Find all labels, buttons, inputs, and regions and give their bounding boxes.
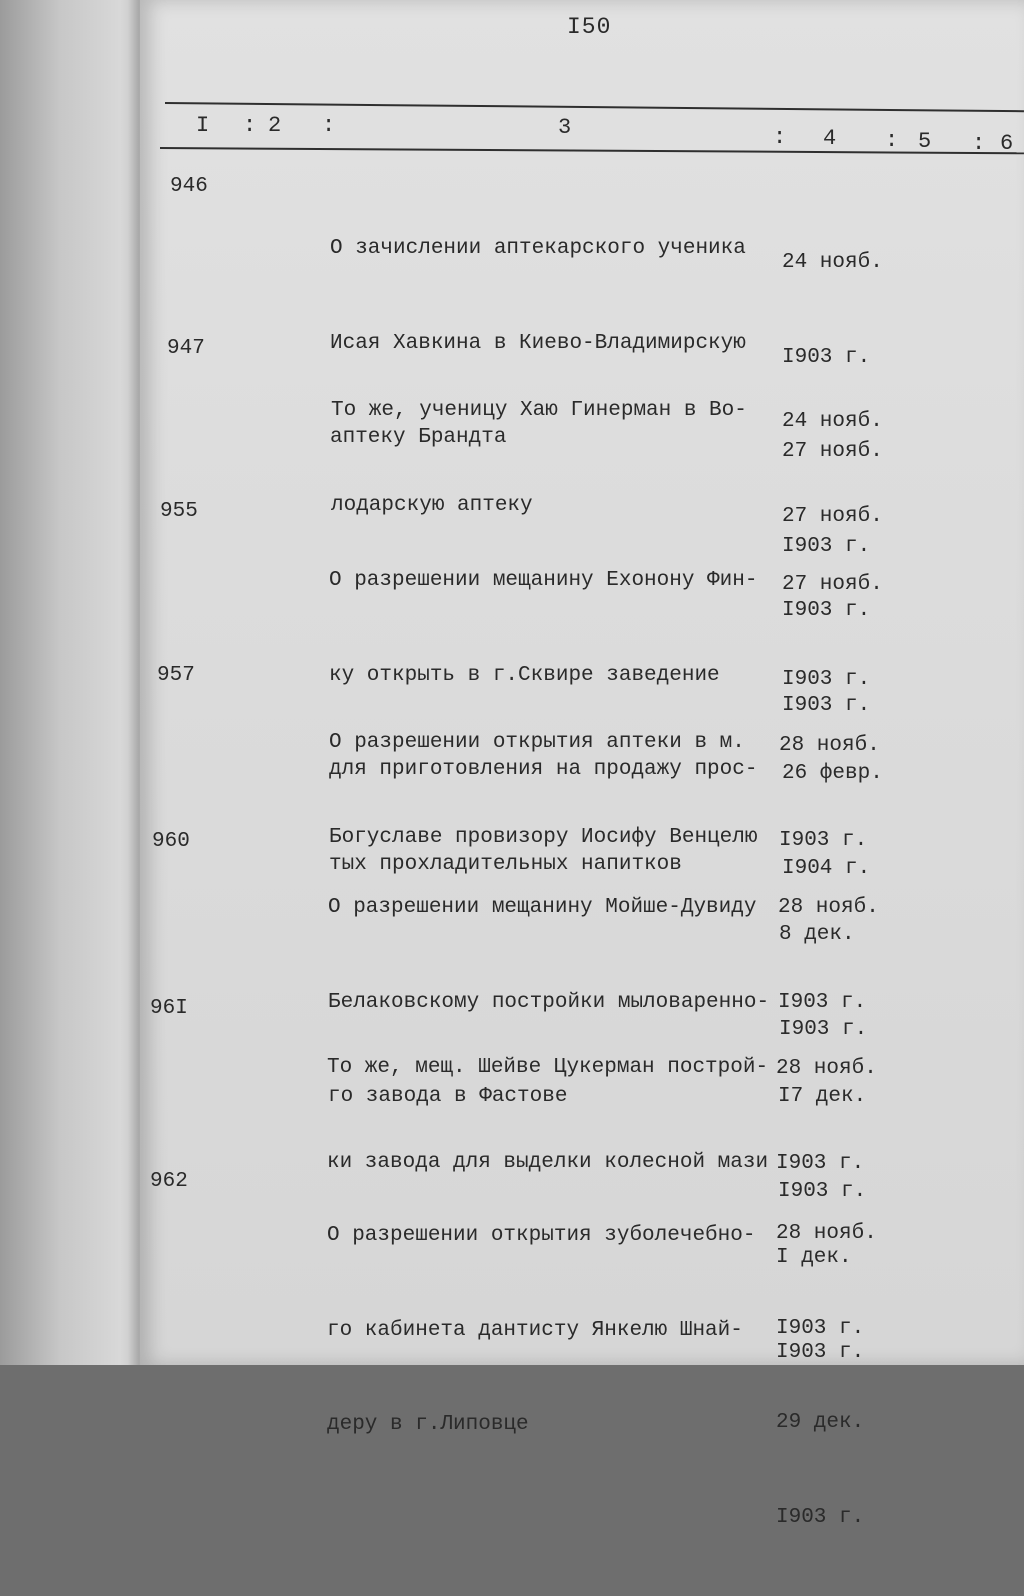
entry-line: аптеку Брандта	[330, 426, 507, 449]
entry-number: 947	[167, 337, 205, 360]
year-end: I903 г.	[776, 1340, 865, 1364]
year-start: I903 г.	[782, 667, 871, 691]
entry-number: 955	[160, 500, 198, 523]
year-start: I903 г.	[778, 990, 867, 1014]
entry-line: Белаковскому постройки мыловаренно-	[328, 990, 770, 1014]
entry-line: деру в г.Липовце	[327, 1413, 529, 1436]
date-start: 28 нояб.	[776, 1222, 877, 1245]
year-end: I903 г.	[782, 693, 871, 717]
date-start: 24 нояб.	[782, 251, 883, 274]
entry-description	[327, 1157, 755, 1504]
year-end: I903 г.	[776, 1505, 865, 1529]
column-separator: :	[243, 113, 257, 138]
entry-line: О разрешении мещанину Ехонону Фин-	[329, 569, 758, 592]
entry-number: 960	[152, 830, 190, 853]
column-header-6: 6	[1000, 131, 1014, 156]
date-end: 26 февр.	[782, 762, 883, 785]
entry-line: ку открыть в г.Сквире заведение	[329, 663, 720, 687]
year-start: I903 г.	[779, 828, 868, 852]
date-end: I дек.	[776, 1246, 852, 1269]
date-end: 8 дек.	[779, 923, 855, 946]
entry-line: То же, мещ. Шейве Цукерман построй-	[327, 1056, 769, 1079]
entry-line: О зачислении аптекарского ученика	[330, 237, 746, 260]
date-end: 27 нояб.	[782, 440, 883, 463]
entry-line: го завода в Фастове	[328, 1085, 568, 1108]
entry-number: 962	[150, 1170, 188, 1193]
entry-line: для приготовления на продажу прос-	[329, 758, 758, 781]
entry-line: О разрешении мещанину Мойше-Дувиду	[328, 896, 757, 919]
entry-number: 957	[157, 664, 195, 687]
date-start: 28 нояб.	[779, 734, 880, 757]
entry-number: 946	[170, 175, 208, 198]
column-header-2: 2	[268, 113, 282, 138]
entry-number: 96I	[150, 997, 188, 1020]
year-start: I903 г.	[782, 345, 871, 369]
entry-line: тых прохладительных напитков	[329, 852, 682, 876]
column-separator: :	[773, 125, 787, 150]
entry-line: Исая Хавкина в Киево-Владимирскую	[330, 331, 746, 355]
entry-line: го кабинета дантисту Янкелю Шнай-	[327, 1318, 743, 1342]
date-end: 29 дек.	[776, 1411, 865, 1434]
column-header-1: I	[196, 113, 210, 138]
year-start: I903 г.	[782, 599, 871, 622]
entry-line: То же, ученицу Хаю Гинерман в Во-	[331, 399, 747, 422]
date-start: 28 нояб.	[776, 1057, 877, 1080]
column-separator: :	[972, 131, 986, 156]
entry-line: Богуславе провизору Иосифу Венцелю	[329, 825, 758, 849]
entry-line: О разрешении открытия зуболечебно-	[327, 1224, 756, 1247]
year-start: I903 г.	[776, 1151, 865, 1175]
date-end: 27 нояб.	[782, 504, 883, 528]
year-start: I903 г.	[776, 1316, 865, 1340]
year-end: I903 г.	[782, 534, 871, 558]
column-separator: :	[322, 113, 336, 138]
year-end: I903 г.	[779, 1017, 868, 1041]
date-start: 27 нояб.	[782, 573, 883, 596]
entry-line: ки завода для выделки колесной мази	[327, 1150, 769, 1174]
date-start: 24 нояб.	[782, 410, 883, 433]
column-separator: :	[885, 128, 899, 153]
year-end: I903 г.	[778, 1179, 867, 1203]
column-header-5: 5	[918, 129, 932, 154]
page-number: I50	[567, 14, 612, 40]
year-end: I904 г.	[782, 856, 871, 880]
entry-line: лодарскую аптеку	[331, 493, 533, 517]
date-start: 28 нояб.	[778, 896, 879, 919]
entry-dates	[776, 1155, 877, 1596]
entry-line: О разрешении открытия аптеки в м.	[329, 731, 745, 754]
date-end: I7 дек.	[778, 1085, 867, 1108]
column-header-3: 3	[558, 115, 572, 140]
column-header-4: 4	[823, 126, 837, 151]
